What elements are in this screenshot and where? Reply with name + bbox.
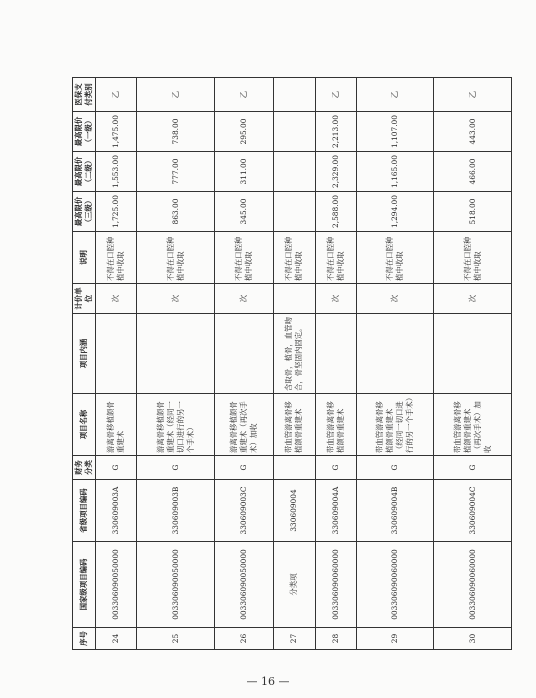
cell-finance-category: G <box>315 456 356 480</box>
cell-national-code: 003306090060000 <box>315 542 356 628</box>
cell-seq: 29 <box>357 628 434 650</box>
cell-price-tier2: 777.00 <box>137 152 214 192</box>
cell-unit: 次 <box>434 284 512 314</box>
cell-finance-category: G <box>434 456 512 480</box>
cell-unit: 次 <box>315 284 356 314</box>
cell-provincial-code: 330609003C <box>214 480 273 542</box>
cell-finance-category <box>274 456 315 480</box>
header-insurance-category: 医保支付类别 <box>73 78 96 112</box>
cell-national-code: 003306090050000 <box>214 542 273 628</box>
table-row <box>214 78 273 650</box>
header-seq: 序号 <box>73 628 96 650</box>
cell-national-code: 003306090060000 <box>357 542 434 628</box>
cell-seq: 27 <box>274 628 315 650</box>
cell-insurance-category: 乙 <box>434 78 512 112</box>
cell-note: 不得在口腔种植中收取 <box>357 232 434 284</box>
cell-insurance-category: 乙 <box>214 78 273 112</box>
cell-price-tier1: 1,475.00 <box>96 112 137 152</box>
header-provincial-code: 省级项目编码 <box>73 480 96 542</box>
cell-unit <box>274 284 315 314</box>
cell-insurance-category: 乙 <box>137 78 214 112</box>
cell-seq: 24 <box>96 628 137 650</box>
price-table-container <box>72 78 512 650</box>
table-row <box>315 78 356 650</box>
cell-item-name: 游离骨移植颌骨重建术 <box>96 394 137 456</box>
cell-national-code: 分类项 <box>274 542 315 628</box>
cell-seq: 25 <box>137 628 214 650</box>
cell-finance-category: G <box>137 456 214 480</box>
cell-unit: 次 <box>214 284 273 314</box>
cell-item-name: 游离骨移植颌骨重建术（经同一切口进行的另一个手术） <box>137 394 214 456</box>
cell-price-tier3: 1,725.00 <box>96 192 137 232</box>
cell-content <box>315 314 356 394</box>
table-header-row <box>73 78 96 650</box>
cell-provincial-code: 330609003A <box>96 480 137 542</box>
table-row <box>274 78 315 650</box>
header-price-tier2: 最高限价（二级） <box>73 152 96 192</box>
cell-finance-category: G <box>214 456 273 480</box>
cell-price-tier3: 863.00 <box>137 192 214 232</box>
cell-note: 不得在口腔种植中收取 <box>434 232 512 284</box>
cell-provincial-code: 330609004A <box>315 480 356 542</box>
cell-content <box>357 314 434 394</box>
cell-price-tier3 <box>274 192 315 232</box>
cell-insurance-category: 乙 <box>96 78 137 112</box>
cell-price-tier2: 2,329.00 <box>315 152 356 192</box>
cell-insurance-category: 乙 <box>357 78 434 112</box>
cell-provincial-code: 330609004 <box>274 480 315 542</box>
header-price-tier1: 最高限价（一级） <box>73 112 96 152</box>
cell-national-code: 003306090060000 <box>434 542 512 628</box>
table-row <box>96 78 137 650</box>
cell-provincial-code: 330609003B <box>137 480 214 542</box>
cell-content <box>137 314 214 394</box>
cell-seq: 30 <box>434 628 512 650</box>
cell-insurance-category: 乙 <box>315 78 356 112</box>
cell-price-tier3: 1,294.00 <box>357 192 434 232</box>
cell-item-name: 带血管游离骨移植颌骨重建术（经同一切口进行的另一个手术） <box>357 394 434 456</box>
table-row <box>434 78 512 650</box>
rotated-table-region <box>72 78 512 650</box>
cell-price-tier2: 1,553.00 <box>96 152 137 192</box>
cell-price-tier1: 738.00 <box>137 112 214 152</box>
table-row <box>357 78 434 650</box>
cell-national-code: 003306090050000 <box>137 542 214 628</box>
cell-item-name: 游离骨移植颌骨重建术（再次手术）加收 <box>214 394 273 456</box>
cell-content: 含取骨，植骨，血管吻合，骨坚固内固定。 <box>274 314 315 394</box>
cell-seq: 28 <box>315 628 356 650</box>
cell-provincial-code: 330609004B <box>357 480 434 542</box>
cell-price-tier3: 518.00 <box>434 192 512 232</box>
cell-national-code: 003306090050000 <box>96 542 137 628</box>
header-item-name: 项目名称 <box>73 394 96 456</box>
cell-unit: 次 <box>137 284 214 314</box>
cell-price-tier2 <box>274 152 315 192</box>
page-number: — 16 — <box>246 675 290 688</box>
cell-price-tier3: 345.00 <box>214 192 273 232</box>
cell-note: 不得在口腔种植中收取 <box>96 232 137 284</box>
table-row <box>137 78 214 650</box>
cell-content <box>434 314 512 394</box>
cell-price-tier1: 2,213.00 <box>315 112 356 152</box>
cell-finance-category: G <box>96 456 137 480</box>
header-note: 说明 <box>73 232 96 284</box>
cell-content <box>96 314 137 394</box>
cell-unit: 次 <box>357 284 434 314</box>
cell-note: 不得在口腔种植中收取 <box>274 232 315 284</box>
cell-provincial-code: 330609004C <box>434 480 512 542</box>
cell-item-name: 带血管游离骨移植颌骨重建术 <box>315 394 356 456</box>
cell-insurance-category <box>274 78 315 112</box>
cell-price-tier1 <box>274 112 315 152</box>
cell-note: 不得在口腔种植中收取 <box>214 232 273 284</box>
cell-price-tier2: 466.00 <box>434 152 512 192</box>
cell-seq: 26 <box>214 628 273 650</box>
cell-price-tier2: 1,165.00 <box>357 152 434 192</box>
header-finance-category: 财务分类 <box>73 456 96 480</box>
cell-item-name: 带血管游离骨移植颌骨重建术（再次手术）加收 <box>434 394 512 456</box>
cell-price-tier1: 1,107.00 <box>357 112 434 152</box>
header-unit: 计价单位 <box>73 284 96 314</box>
cell-price-tier1: 295.00 <box>214 112 273 152</box>
cell-price-tier3: 2,588.00 <box>315 192 356 232</box>
price-table <box>72 77 512 650</box>
header-price-tier3: 最高限价（三级） <box>73 192 96 232</box>
cell-finance-category: G <box>357 456 434 480</box>
cell-note: 不得在口腔种植中收取 <box>137 232 214 284</box>
header-content: 项目内涵 <box>73 314 96 394</box>
header-national-code: 国家级项目编码 <box>73 542 96 628</box>
cell-note: 不得在口腔种植中收取 <box>315 232 356 284</box>
cell-price-tier2: 311.00 <box>214 152 273 192</box>
cell-unit: 次 <box>96 284 137 314</box>
cell-item-name: 带血管游离骨移植颌骨重建术 <box>274 394 315 456</box>
cell-content <box>214 314 273 394</box>
cell-price-tier1: 443.00 <box>434 112 512 152</box>
